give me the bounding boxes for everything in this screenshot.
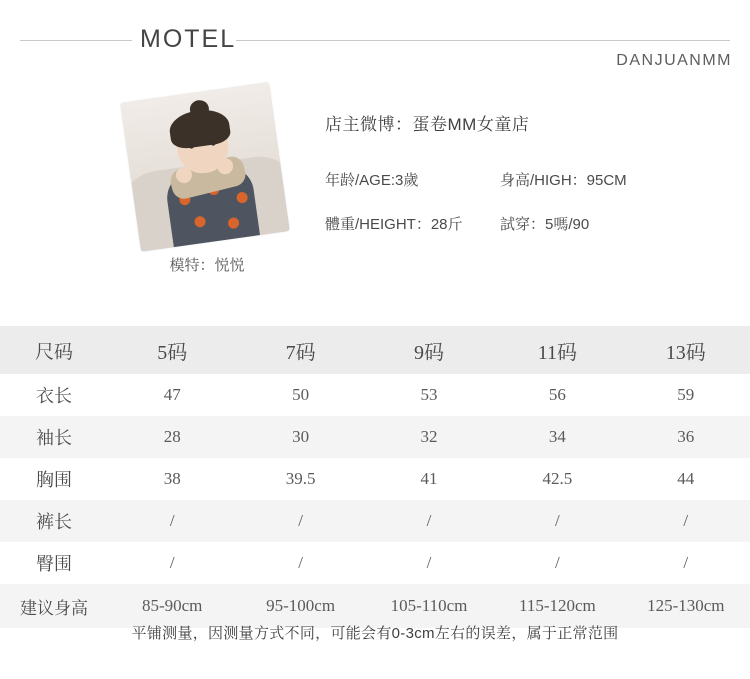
- model-photo: [120, 82, 289, 251]
- header-size-9: 9码: [365, 326, 493, 374]
- cell-pants-13: /: [622, 500, 750, 542]
- cell-hip-11: /: [555, 553, 560, 572]
- cell-sleeve-5: 28: [108, 416, 236, 458]
- table-row: [0, 374, 750, 416]
- cell-length-5: 47: [163, 385, 181, 404]
- model-height: 身高/HIGH：95CM: [500, 172, 627, 189]
- model-detail-row: [325, 169, 730, 190]
- header-size-13: 13码: [622, 326, 750, 374]
- cell-sleeve-11: 34: [493, 416, 621, 458]
- cell-length-11: 56: [548, 385, 566, 404]
- cell-hip-7: /: [298, 553, 303, 572]
- row-label-hip: 臀围: [36, 554, 72, 574]
- shop-weibo-line: [325, 110, 730, 135]
- model-wearing-size: 試穿：5嗎/90: [500, 216, 590, 233]
- model-info-section: [0, 92, 750, 302]
- cell-bust-7: 39.5: [285, 469, 316, 488]
- cell-length-7: 50: [292, 385, 310, 404]
- header-size-5: 5码: [108, 326, 236, 374]
- row-label-sleeve: 袖长: [0, 416, 108, 458]
- cell-recheight-13: 125-130cm: [622, 584, 750, 628]
- header-size-7: 7码: [236, 326, 364, 374]
- model-age: 年龄/AGE:3歲: [325, 172, 419, 189]
- cell-recheight-7: 95-100cm: [236, 584, 364, 628]
- cell-bust-13: 44: [677, 469, 695, 488]
- cell-length-13: 59: [677, 385, 695, 404]
- measurement-note: 平铺测量，因测量方式不同，可能会有0-3cm左右的误差，属于正常范围: [131, 625, 619, 642]
- table-row: [0, 416, 750, 458]
- row-label-length: 衣长: [36, 386, 72, 406]
- header-size-label: 尺码: [0, 326, 108, 374]
- model-details: [325, 110, 730, 257]
- table-row: [0, 500, 750, 542]
- cell-bust-11: 42.5: [542, 469, 573, 488]
- table-header-row: [0, 326, 750, 374]
- shop-weibo-label: 店主微博：: [325, 115, 413, 134]
- cell-hip-13: /: [683, 553, 689, 572]
- table-row: [0, 542, 750, 584]
- photo-child-eye: [188, 143, 194, 149]
- size-table-head: [0, 326, 750, 374]
- cell-recheight-5: 85-90cm: [108, 584, 236, 628]
- page-header: [0, 0, 750, 92]
- size-table-container: [0, 326, 750, 628]
- cell-hip-9: /: [426, 553, 432, 572]
- row-label-recommended-height: 建议身高: [0, 584, 108, 628]
- cell-length-9: 53: [420, 385, 438, 404]
- cell-pants-7: /: [236, 500, 364, 542]
- size-table: [0, 326, 750, 628]
- model-detail-row: [325, 213, 730, 234]
- row-label-pants-length: 裤长: [0, 500, 108, 542]
- cell-hip-5: /: [169, 553, 175, 572]
- model-name-caption: 模特：悦悦: [169, 257, 245, 274]
- shop-weibo-value: 蛋卷MM女童店: [412, 115, 530, 134]
- cell-recheight-9: 105-110cm: [365, 584, 493, 628]
- cell-pants-5: /: [108, 500, 236, 542]
- table-row: [0, 458, 750, 500]
- photo-child-eye: [210, 140, 216, 146]
- row-label-bust: 胸围: [36, 470, 72, 490]
- cell-recheight-11: 115-120cm: [493, 584, 621, 628]
- header-rule-right: [236, 40, 730, 41]
- model-photo-wrapper: [130, 92, 280, 242]
- cell-sleeve-13: 36: [622, 416, 750, 458]
- cell-bust-5: 38: [163, 469, 181, 488]
- brand-title: MOTEL: [140, 25, 237, 53]
- cell-sleeve-9: 32: [365, 416, 493, 458]
- header-rule-left: [20, 40, 132, 41]
- shop-handle: DANJUANMM: [616, 52, 732, 69]
- model-weight: 體重/HEIGHT：28斤: [325, 216, 463, 233]
- cell-sleeve-7: 30: [236, 416, 364, 458]
- header-size-11: 11码: [493, 326, 621, 374]
- cell-pants-9: /: [365, 500, 493, 542]
- cell-bust-9: 41: [420, 469, 438, 488]
- size-table-body: [0, 374, 750, 628]
- cell-pants-11: /: [493, 500, 621, 542]
